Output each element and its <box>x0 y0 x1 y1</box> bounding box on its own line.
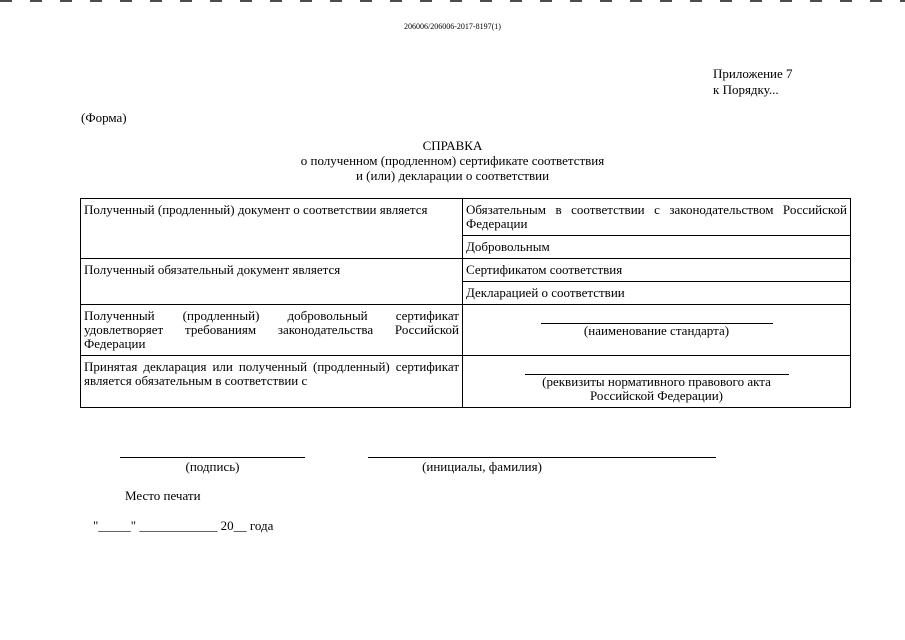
standard-name-caption: (наименование стандарта) <box>583 323 730 338</box>
table-row <box>81 356 851 408</box>
name-caption: (инициалы, фамилия) <box>422 459 542 474</box>
table-row <box>81 305 851 356</box>
table-row <box>81 199 851 236</box>
date-line: "_____" ____________ 20__ года <box>93 518 274 533</box>
table-row <box>81 259 851 282</box>
standard-name-cell <box>463 305 851 356</box>
title-sub-2: и (или) декларации о соответствии <box>355 168 550 183</box>
certificate-table <box>80 198 851 408</box>
title-main: СПРАВКА <box>422 138 483 153</box>
appendix-line-1: Приложение 7 <box>713 66 793 81</box>
document-title <box>0 138 905 183</box>
row1-left-cell: Полученный (продленный) документ о соответствии является <box>81 199 463 259</box>
appendix-note <box>713 66 793 98</box>
row2-option-declaration: Декларацией о соответствии <box>463 282 851 305</box>
document-number: 206006/206006-2017-8197(1) <box>404 22 501 31</box>
legal-act-cell <box>463 356 851 408</box>
appendix-line-2: к Порядку... <box>713 82 779 97</box>
signature-caption: (подпись) <box>185 459 240 474</box>
title-sub-1: о полученном (продленном) сертификате соответствия <box>300 153 605 168</box>
row1-option-voluntary: Добровольным <box>463 236 851 259</box>
row3-left-cell: Полученный (продленный) добровольный сертификат удовлетворяет требованиям законодательства Российской Федерации <box>81 305 463 356</box>
row1-option-mandatory: Обязательным в соответствии с законодательством Российской Федерации <box>463 199 851 236</box>
row2-option-certificate: Сертификатом соответствия <box>463 259 851 282</box>
row2-left-cell: Полученный обязательный документ является <box>81 259 463 305</box>
stamp-label: Место печати <box>125 488 201 503</box>
form-label: (Форма) <box>81 110 127 125</box>
signature-line <box>120 457 305 458</box>
legal-act-caption-2: Российской Федерации) <box>589 388 724 403</box>
legal-act-caption-1: (реквизиты нормативного правового акта <box>542 374 771 389</box>
top-border-decoration <box>0 0 905 2</box>
row4-left-cell: Принятая декларация или полученный (продленный) сертификат является обязательным в соответствии с <box>81 356 463 408</box>
name-line <box>368 457 716 458</box>
